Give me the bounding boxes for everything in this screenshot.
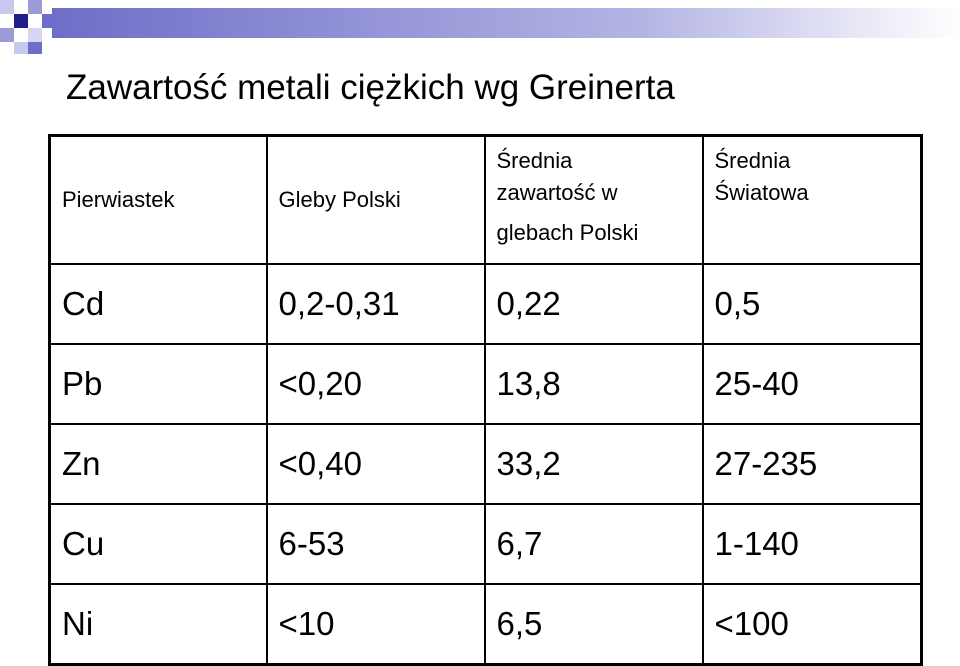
cell-avg-poland: 13,8 bbox=[485, 344, 703, 424]
cell-avg-world: 25-40 bbox=[703, 344, 922, 424]
table-row bbox=[50, 424, 922, 504]
header-avg-poland: Średnia zawartość w glebach Polski bbox=[485, 136, 703, 265]
heavy-metals-table bbox=[48, 134, 923, 666]
cell-soils-poland: 6-53 bbox=[267, 504, 485, 584]
cell-soils-poland: 0,2-0,31 bbox=[267, 264, 485, 344]
cell-avg-world: 27-235 bbox=[703, 424, 922, 504]
cell-avg-world: <100 bbox=[703, 584, 922, 665]
cell-avg-poland: 6,7 bbox=[485, 504, 703, 584]
cell-element: Cu bbox=[50, 504, 267, 584]
cell-soils-poland: <0,40 bbox=[267, 424, 485, 504]
cell-avg-poland: 0,22 bbox=[485, 264, 703, 344]
header-soils-poland: Gleby Polski bbox=[267, 136, 485, 265]
decorative-header-bar bbox=[0, 0, 960, 60]
cell-element: Cd bbox=[50, 264, 267, 344]
table-row bbox=[50, 584, 922, 665]
table-row bbox=[50, 264, 922, 344]
table-row bbox=[50, 504, 922, 584]
table-header-row bbox=[50, 136, 922, 265]
header-element: Pierwiastek bbox=[50, 136, 267, 265]
cell-element: Ni bbox=[50, 584, 267, 665]
cell-soils-poland: <0,20 bbox=[267, 344, 485, 424]
table-row bbox=[50, 344, 922, 424]
cell-element: Pb bbox=[50, 344, 267, 424]
cell-soils-poland: <10 bbox=[267, 584, 485, 665]
cell-element: Zn bbox=[50, 424, 267, 504]
cell-avg-world: 1-140 bbox=[703, 504, 922, 584]
page-title: Zawartość metali ciężkich wg Greinerta bbox=[66, 68, 675, 107]
cell-avg-world: 0,5 bbox=[703, 264, 922, 344]
cell-avg-poland: 6,5 bbox=[485, 584, 703, 665]
header-avg-world: Średnia Światowa bbox=[703, 136, 922, 265]
cell-avg-poland: 33,2 bbox=[485, 424, 703, 504]
